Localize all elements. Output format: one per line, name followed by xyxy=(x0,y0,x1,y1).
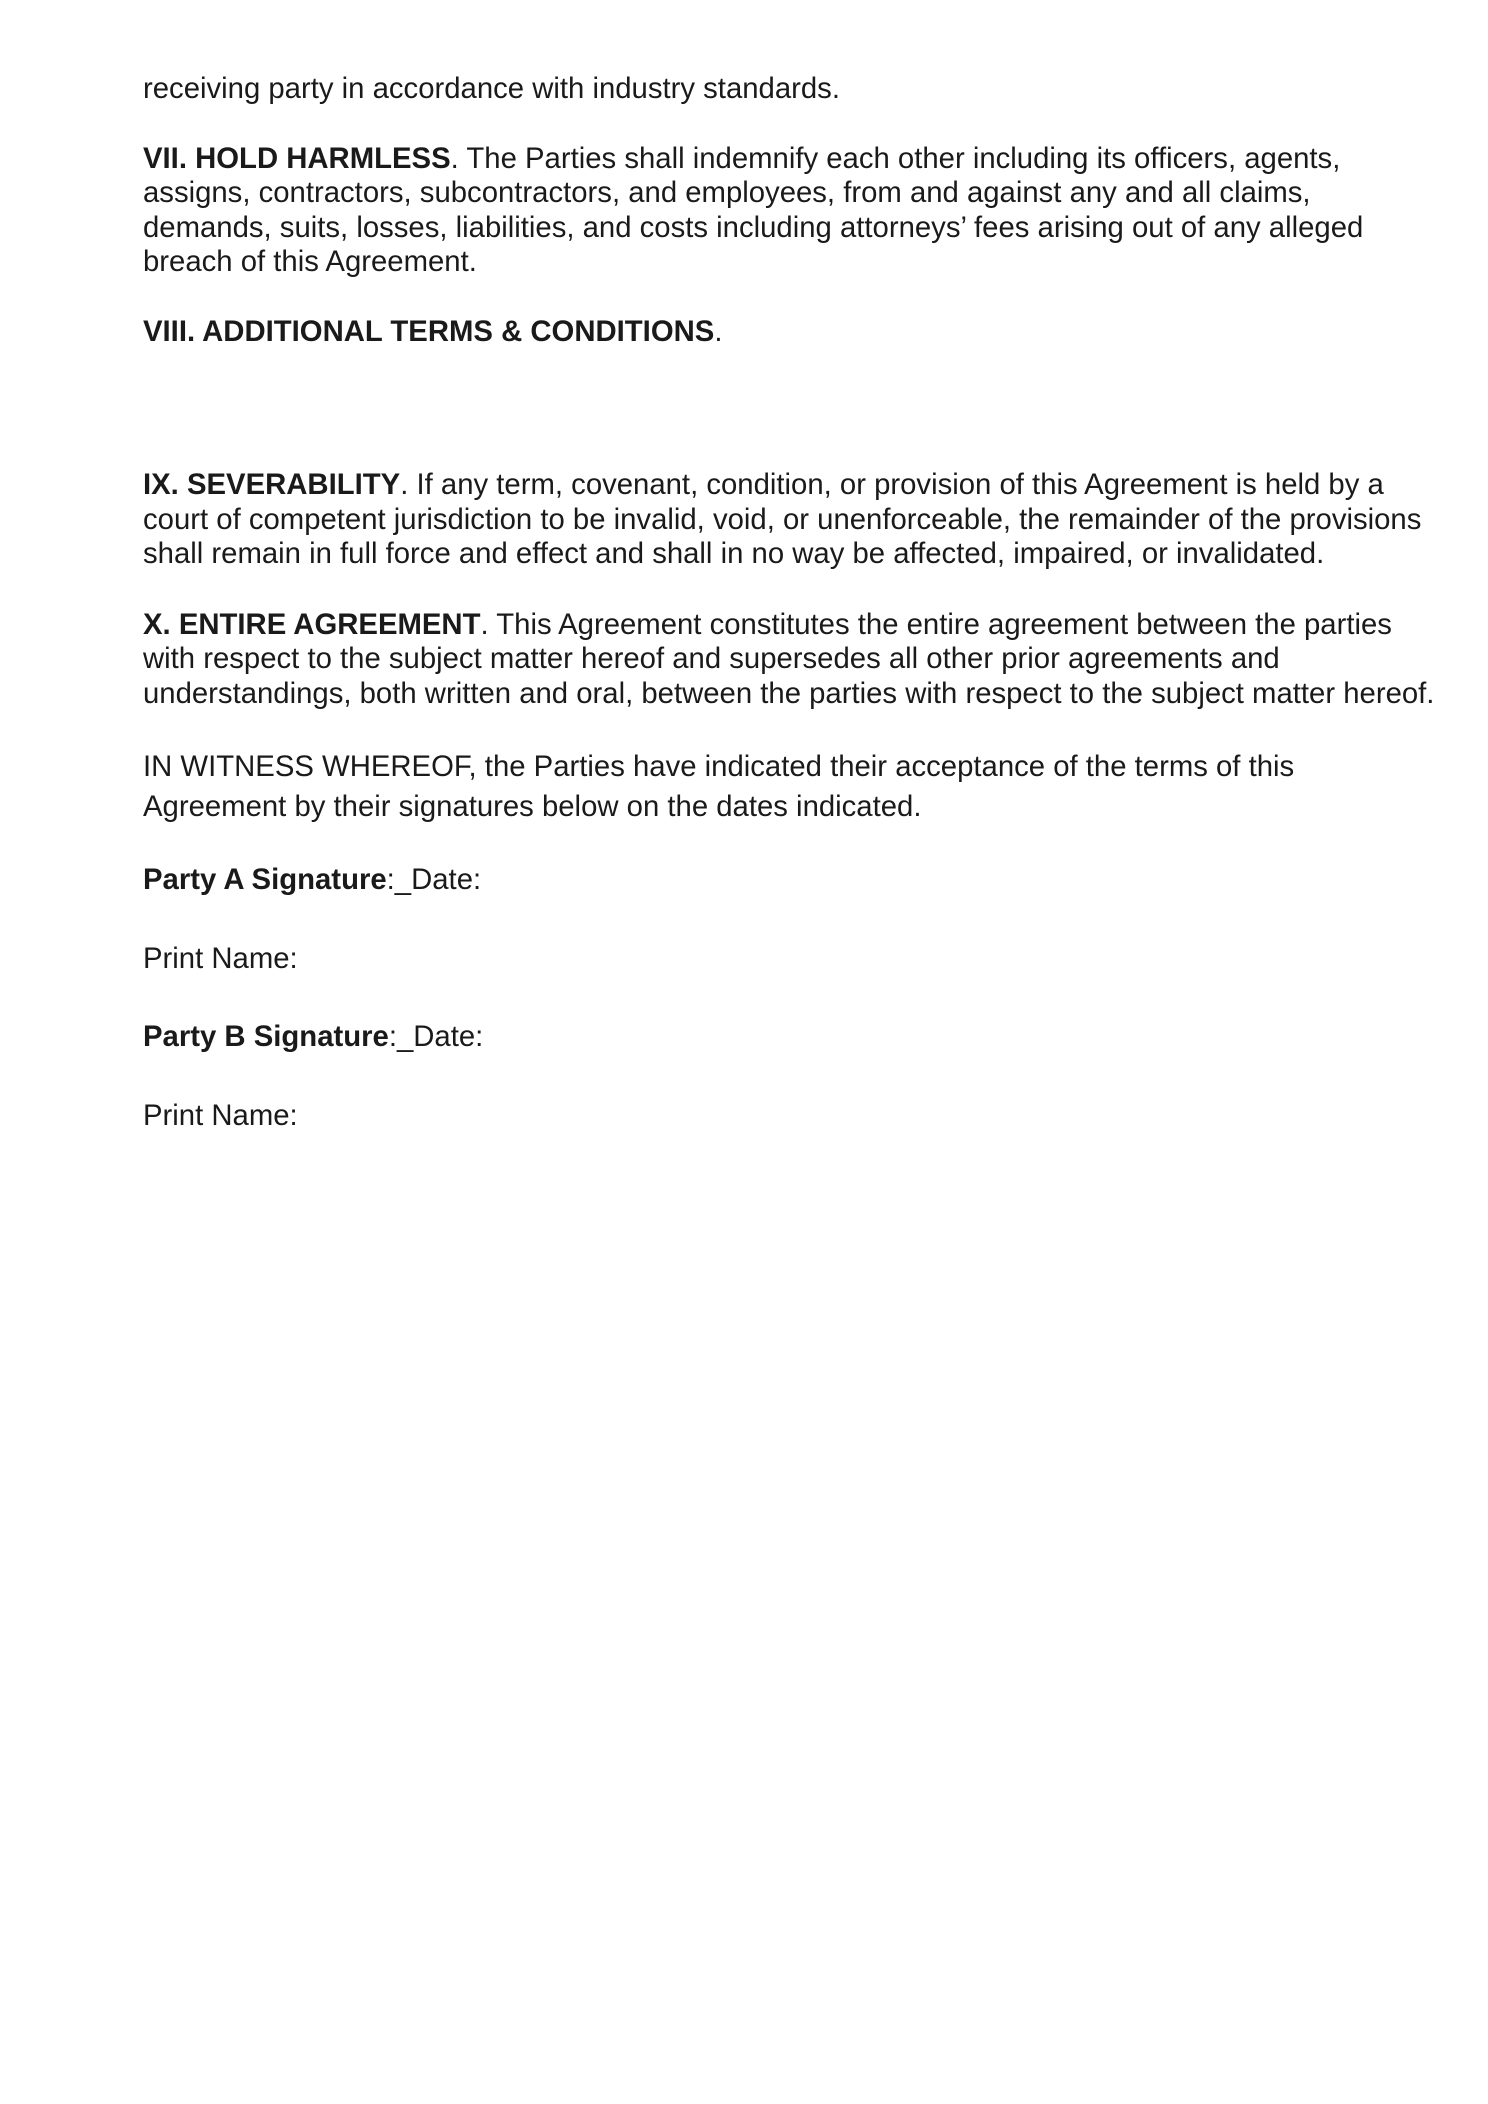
hold-harmless-heading: VII. HOLD HARMLESS xyxy=(143,141,451,175)
party-b-date-label: :_Date: xyxy=(388,1020,484,1053)
section-severability xyxy=(143,468,1443,572)
party-a-date-label: :_Date: xyxy=(386,863,482,896)
party-a-print-name-label: Print Name: xyxy=(143,941,298,975)
party-b-print-name-label: Print Name: xyxy=(143,1098,298,1132)
hold-harmless-heading-punct: . xyxy=(450,141,459,175)
additional-terms-heading-punct: . xyxy=(714,314,723,348)
party-b-signature-label: Party B Signature xyxy=(143,1020,389,1053)
entire-agreement-heading-punct: . xyxy=(480,607,489,641)
section-entire-agreement xyxy=(143,608,1443,712)
document-body xyxy=(143,72,1443,1133)
paragraph-receiving-party xyxy=(143,72,1443,107)
section-hold-harmless xyxy=(143,142,1443,280)
severability-heading-punct: . xyxy=(400,468,409,501)
witness-statement xyxy=(143,747,1443,827)
receiving-party-text: receiving party in accordance with industry standards. xyxy=(143,72,840,105)
party-a-print-name-line xyxy=(143,942,1443,977)
witness-text: IN WITNESS WHEREOF, the Parties have indicated their acceptance of the terms of this Agreement by their signatures below on the dates indicated. xyxy=(143,750,1295,823)
entire-agreement-heading: X. ENTIRE AGREEMENT xyxy=(143,607,481,641)
hold-harmless-body: The Parties shall indemnify each other including its officers, agents, assigns, contractors, subcontractors, and employees, from and against any and all claims, demands, suits, losses, liabilities, and costs including attorneys’ fees arising out of any alleged breach of this Agreement. xyxy=(143,141,1364,278)
party-b-signature-line xyxy=(143,1020,1443,1055)
section-additional-terms xyxy=(143,315,1443,350)
additional-terms-heading: VIII. ADDITIONAL TERMS & CONDITIONS xyxy=(143,314,715,348)
party-a-signature-line xyxy=(143,863,1443,898)
severability-heading: IX. SEVERABILITY xyxy=(143,468,401,501)
party-b-print-name-line xyxy=(143,1099,1443,1134)
party-a-signature-label: Party A Signature xyxy=(143,863,387,896)
entire-agreement-body: This Agreement constitutes the entire agreement between the parties with respect to the subject matter hereof and supersedes all other prior agreements and understandings, both written and oral, between the parties with respect to the subject matter hereof. xyxy=(143,607,1435,710)
severability-body: If any term, covenant, condition, or provision of this Agreement is held by a court of competent jurisdiction to be invalid, void, or unenforceable, the remainder of the provisions shall remain in full force and effect and shall in no way be affected, impaired, or invalidated. xyxy=(143,468,1422,570)
